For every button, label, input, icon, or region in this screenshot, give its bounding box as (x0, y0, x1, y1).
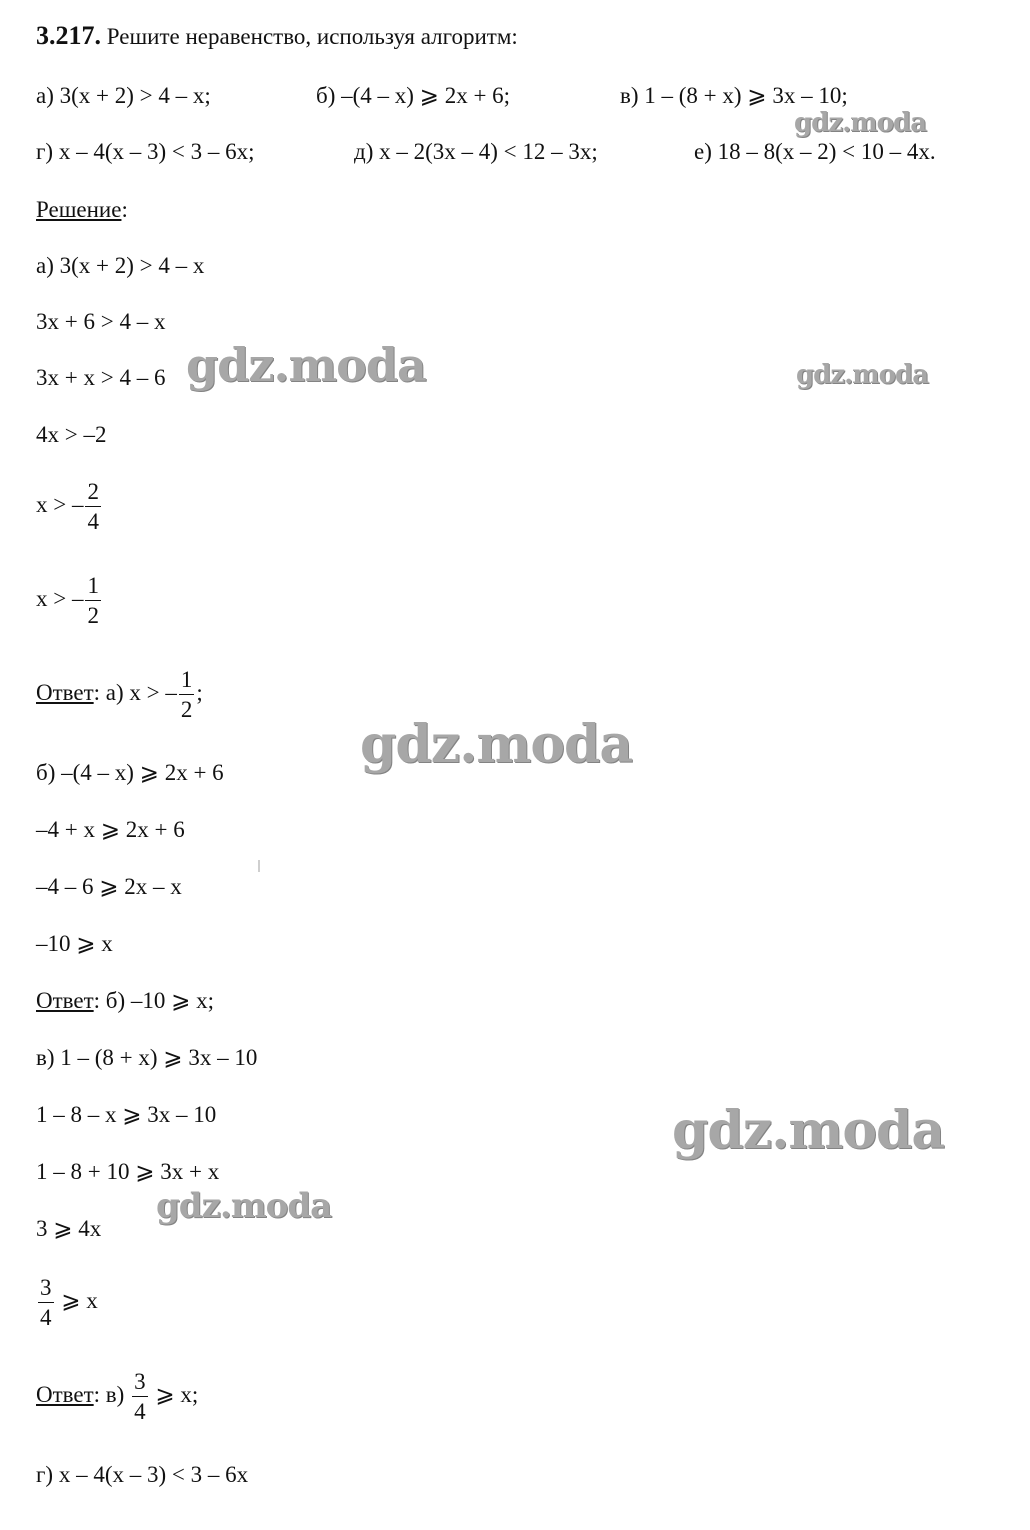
fraction (38, 1276, 54, 1329)
part-a-step-3: 3x + x > 4 – 6 (36, 365, 166, 390)
solution-heading: Решение: (36, 197, 128, 222)
fraction-denominator: 2 (180, 697, 193, 722)
part-v-step-3: 1 – 8 + 10 ⩾ 3x + x (36, 1159, 220, 1184)
watermark-logo: gdz.moda (156, 1186, 332, 1226)
fraction-numerator: 1 (179, 668, 195, 695)
task-b: б) –(4 – x) ⩾ 2x + 6; (316, 83, 511, 108)
part-b-step-1: б) –(4 – x) ⩾ 2x + 6 (36, 760, 224, 785)
part-a-step-6 (36, 574, 103, 627)
task-g: г) x – 4(x – 3) < 3 – 6x; (36, 139, 255, 164)
part-v-step-2: 1 – 8 – x ⩾ 3x – 10 (36, 1102, 217, 1127)
answer-label: Ответ (36, 1381, 94, 1407)
fraction-numerator: 1 (85, 574, 101, 601)
fraction-denominator: 4 (134, 1399, 146, 1424)
part-g-step-1: г) x – 4(x – 3) < 3 – 6x (36, 1462, 249, 1487)
part-a-answer (36, 668, 203, 721)
part-a-answer-prefix: : а) x > – (93, 679, 177, 705)
part-v-step-5 (36, 1276, 98, 1329)
part-b-step-3: –4 – 6 ⩾ 2x – x (36, 874, 182, 899)
fraction-numerator: 3 (38, 1276, 54, 1303)
part-a-step-1: а) 3(x + 2) > 4 – x (36, 253, 205, 278)
answer-label: Ответ (36, 988, 94, 1013)
fraction-numerator: 3 (132, 1370, 148, 1397)
part-a-step-5 (36, 480, 103, 533)
fraction (85, 480, 101, 533)
fraction-denominator: 4 (40, 1305, 52, 1330)
part-v-step-5-suffix: ⩾ x (61, 1287, 98, 1313)
part-v-answer-suffix: ⩾ x; (155, 1381, 199, 1407)
part-v-step-1: в) 1 – (8 + x) ⩾ 3x – 10 (36, 1045, 258, 1070)
part-a-step-6-prefix: x > – (36, 585, 84, 611)
answer-label: Ответ (36, 679, 94, 705)
part-v-answer (36, 1370, 198, 1423)
task-e: е) 18 – 8(x – 2) < 10 – 4x. (694, 139, 936, 164)
problem-header (36, 22, 518, 51)
part-v-step-4: 3 ⩾ 4x (36, 1216, 102, 1241)
watermark-logo: gdz.moda (186, 338, 426, 392)
problem-number: 3.217. (36, 21, 101, 50)
watermark-logo: gdz.moda (794, 108, 927, 138)
part-b-answer-text: : б) –10 ⩾ x; (93, 988, 215, 1013)
problem-statement: Решите неравенство, используя алгоритм: (106, 24, 518, 49)
fraction (132, 1370, 148, 1423)
part-a-answer-suffix: ; (196, 679, 203, 705)
part-b-answer (36, 987, 214, 1015)
fraction-denominator: 2 (87, 603, 99, 628)
part-a-step-4: 4x > –2 (36, 422, 107, 447)
watermark-logo: gdz.moda (360, 714, 633, 775)
stray-mark (258, 860, 260, 872)
solution-label: Решение (36, 197, 122, 222)
fraction (179, 668, 195, 721)
watermark-logo: gdz.moda (796, 360, 929, 390)
part-b-step-2: –4 + x ⩾ 2x + 6 (36, 817, 185, 842)
task-a: а) 3(x + 2) > 4 – x; (36, 83, 211, 108)
fraction-denominator: 4 (87, 509, 99, 534)
part-v-answer-prefix: : в) (93, 1381, 125, 1407)
part-a-step-2: 3x + 6 > 4 – x (36, 309, 166, 334)
task-d: д) x – 2(3x – 4) < 12 – 3x; (354, 139, 598, 164)
task-v: в) 1 – (8 + x) ⩾ 3x – 10; (620, 83, 848, 108)
part-b-step-4: –10 ⩾ x (36, 931, 113, 956)
fraction (85, 574, 101, 627)
fraction-numerator: 2 (85, 480, 101, 507)
part-a-step-5-prefix: x > – (36, 491, 84, 517)
watermark-logo: gdz.moda (672, 1100, 945, 1161)
